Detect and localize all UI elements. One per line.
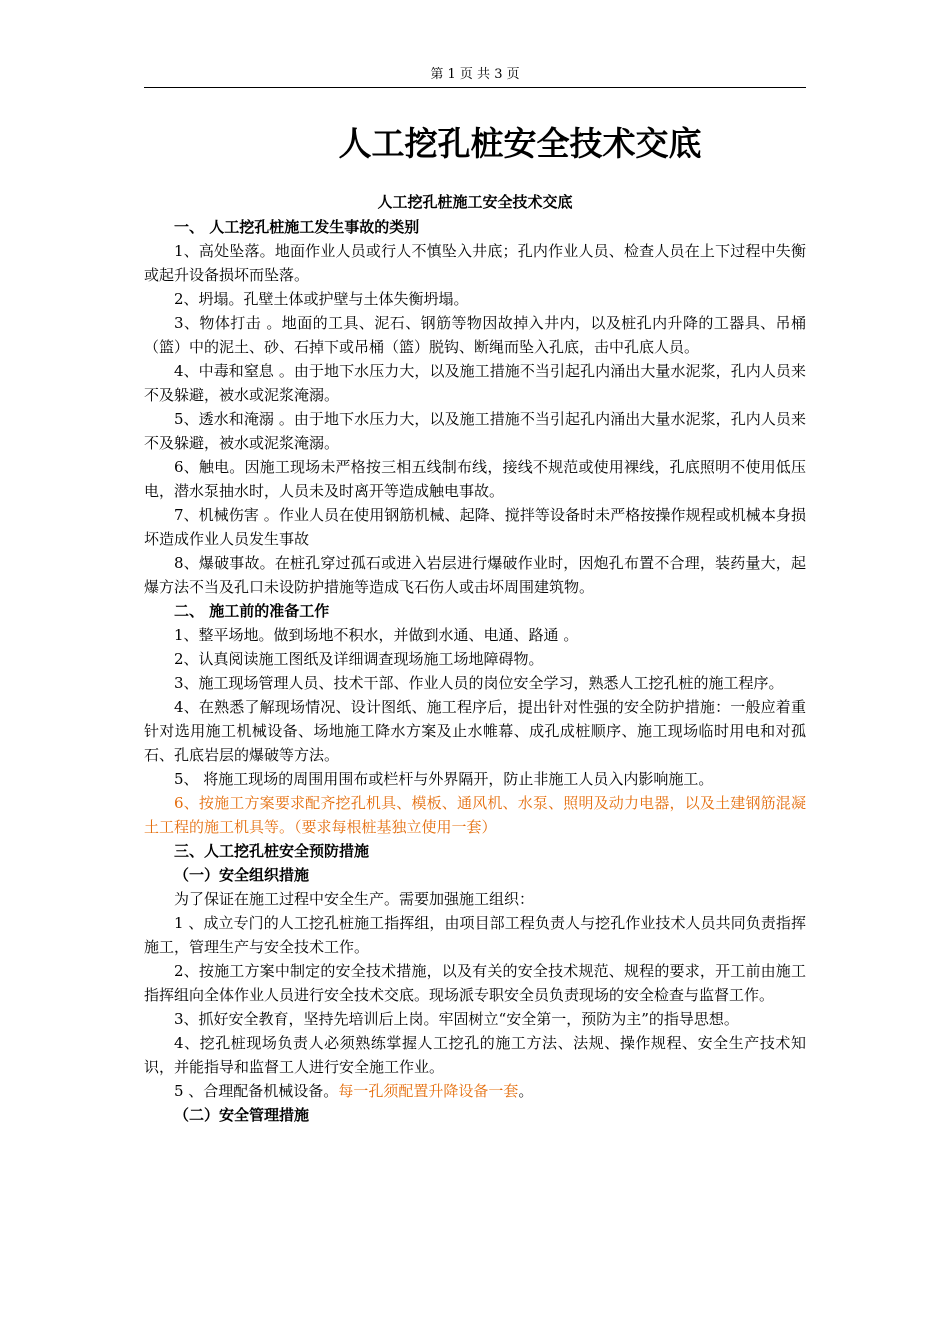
section-heading-2: 二、 施工前的准备工作: [174, 602, 330, 620]
highlighted-paragraph: 6、按施工方案要求配齐挖孔机具、模板、通风机、水泵、照明及动力电器，以及土建钢筋混凝土工程的施工机具等。（要求每根桩基独立使用一套）: [144, 794, 806, 836]
paragraph: 4、中毒和窒息 。由于地下水压力大，以及施工措施不当引起孔内涌出大量水泥浆，孔内人员来不及躲避，被水或泥浆淹溺。: [144, 362, 806, 404]
paragraph: 5、 将施工现场的周围用围布或栏杆与外界隔开，防止非施工人员入内影响施工。: [174, 770, 714, 788]
page-header: 第 1 页 共 3 页: [430, 67, 520, 82]
subsection-heading-1: （一）安全组织措施: [174, 866, 310, 884]
paragraph: 5、透水和淹溺 。由于地下水压力大，以及施工措施不当引起孔内涌出大量水泥浆，孔内人员来不及躲避，被水或泥浆淹溺。: [144, 410, 806, 452]
paragraph: 3、施工现场管理人员、技术干部、作业人员的岗位安全学习，熟悉人工挖孔桩的施工程序。: [174, 674, 784, 692]
paragraph: 1、整平场地。做到场地不积水，并做到水通、电通、路通 。: [174, 626, 579, 644]
paragraph: 6、触电。因施工现场未严格按三相五线制布线，接线不规范或使用裸线，孔底照明不使用低压电，潜水泵抽水时，人员未及时离开等造成触电事故。: [144, 458, 806, 500]
paragraph: 2、认真阅读施工图纸及详细调查现场施工场地障碍物。: [174, 650, 544, 668]
paragraph: [144, 1079, 806, 1103]
paragraph: 7、机械伤害 。作业人员在使用钢筋机械、起降、搅拌等设备时未严格按操作规程或机械本身损坏造成作业人员发生事故: [144, 506, 806, 548]
section-heading-3: 三、人工挖孔桩安全预防措施: [174, 842, 370, 860]
paragraph: 4、挖孔桩现场负责人必须熟练掌握人工挖孔的施工方法、法规、操作规程、安全生产技术知识，并能指导和监督工人进行安全施工作业。: [144, 1034, 806, 1076]
paragraph: 2、坍塌。孔壁土体或护壁与土体失衡坍塌。: [174, 290, 469, 308]
paragraph: 为了保证在施工过程中安全生产。需要加强施工组织：: [174, 890, 535, 908]
document-title: 人工挖孔桩安全技术交底: [338, 124, 702, 163]
header-divider: [144, 87, 806, 88]
paragraph: 3、物体打击 。地面的工具、泥石、钢筋等物因故掉入井内，以及桩孔内升降的工器具、吊桶（篮）中的泥土、砂、石掉下或吊桶（篮）脱钩、断绳而坠入孔底，击中孔底人员。: [144, 314, 806, 356]
section-heading-1: 一、 人工挖孔桩施工发生事故的类别: [174, 218, 420, 236]
paragraph: 1 、成立专门的人工挖孔桩施工指挥组，由项目部工程负责人与挖孔作业技术人员共同负责指挥施工，管理生产与安全技术工作。: [144, 914, 806, 956]
paragraph: 2、按施工方案中制定的安全技术措施，以及有关的安全技术规范、规程的要求，开工前由施工指挥组向全体作业人员进行安全技术交底。现场派专职安全员负责现场的安全检查与监督工作。: [144, 962, 806, 1004]
subsection-heading-2: （二）安全管理措施: [174, 1106, 310, 1124]
paragraph: 8、爆破事故。在桩孔穿过孤石或进入岩层进行爆破作业时，因炮孔布置不合理，装药量大，起爆方法不当及孔口未设防护措施等造成飞石伤人或击坏周围建筑物。: [144, 554, 806, 596]
paragraph-text: 5 、合理配备机械设备。: [174, 1082, 339, 1100]
paragraph: 3、抓好安全教育，坚持先培训后上岗。牢固树立“安全第一，预防为主”的指导思想。: [174, 1010, 739, 1028]
paragraph: 1、高处坠落。地面作业人员或行人不慎坠入井底；孔内作业人员、检查人员在上下过程中失衡或起升设备损坏而坠落。: [144, 242, 806, 284]
paragraph-end: 。: [518, 1082, 534, 1100]
document-subtitle: 人工挖孔桩施工安全技术交底: [377, 193, 573, 211]
paragraph: 4、在熟悉了解现场情况、设计图纸、施工程序后，提出针对性强的安全防护措施：一般应着重针对选用施工机械设备、场地施工降水方案及止水帷幕、成孔成桩顺序、施工现场临时用电和对孤石、孔底岩层的爆破等方法。: [144, 698, 806, 764]
document-body: [144, 190, 806, 1127]
highlighted-text: 每一孔须配置升降设备一套: [338, 1082, 519, 1100]
